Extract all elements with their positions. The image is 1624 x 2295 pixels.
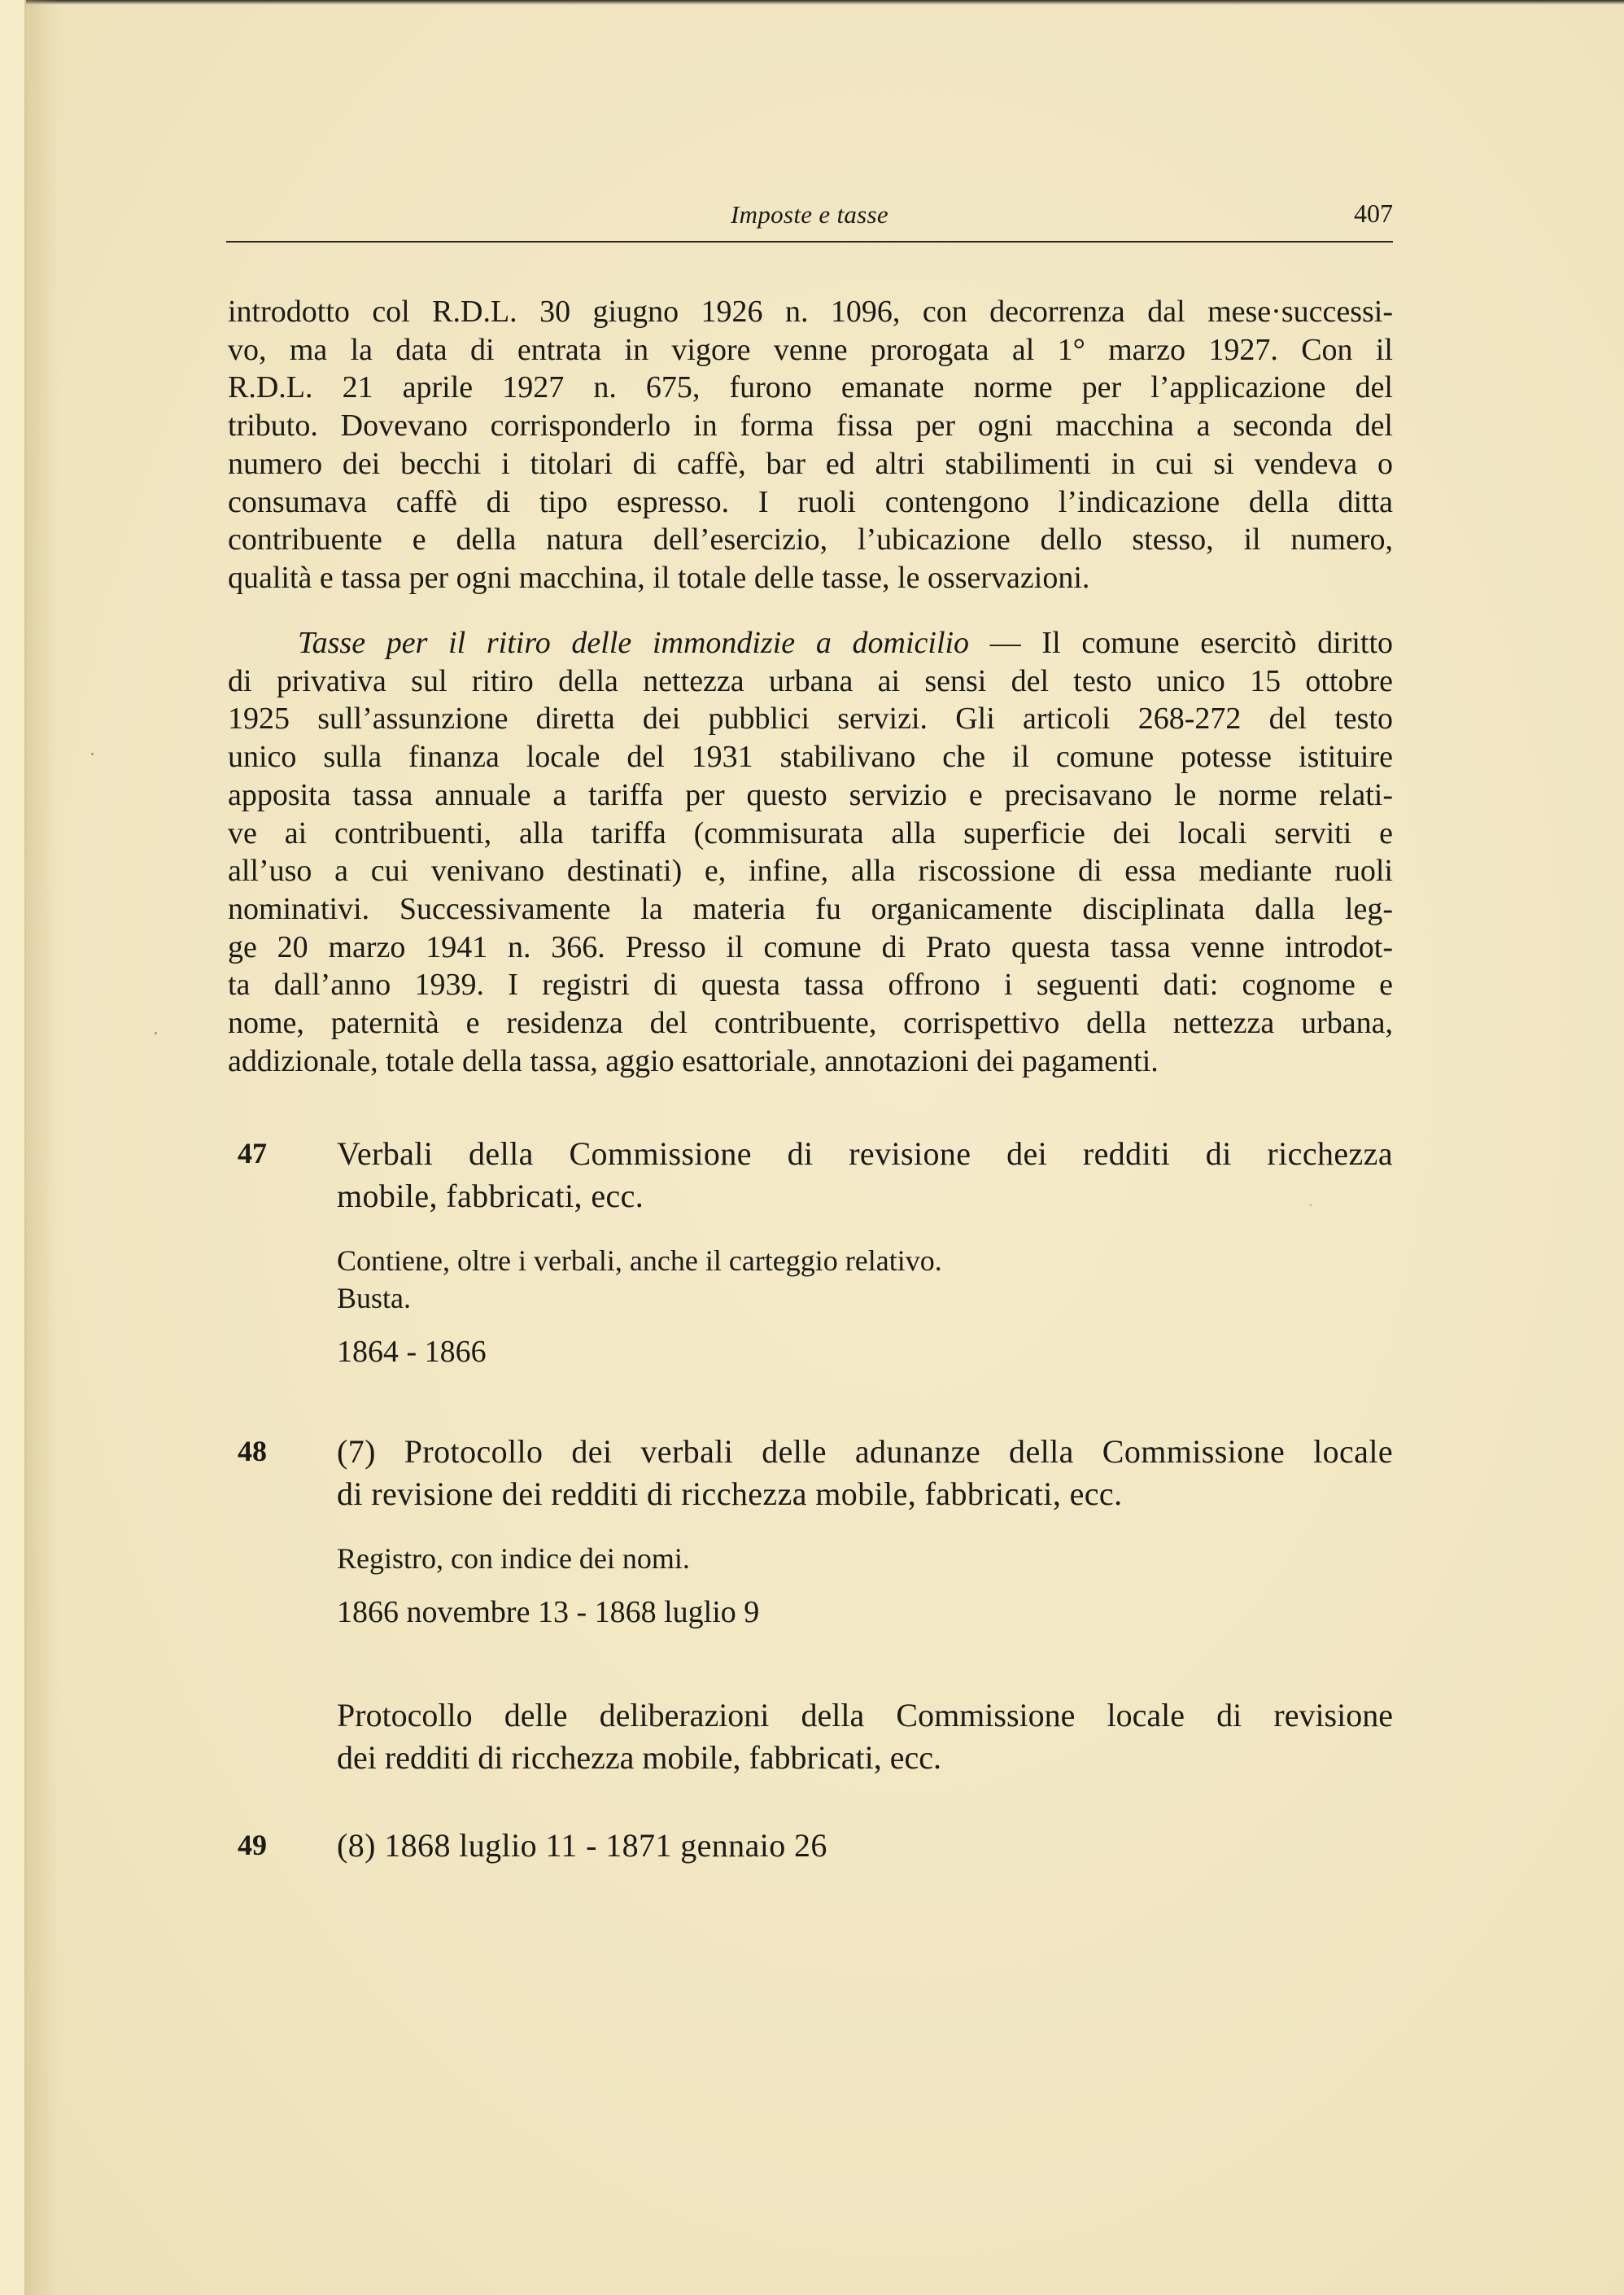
- paragraph-tasse-immondizie: [228, 624, 1393, 1080]
- page-number: 407: [1354, 199, 1393, 228]
- archive-entry-47: 47 Verbali della Commissione di revisione dei redditi di ricchezza mobile, fabbricati, ecc. Contiene, oltre i verbali, anche il carteggio relativo. Busta. 1864 - 1866: [228, 1133, 1393, 1370]
- entry-description-line: Contiene, oltre i verbali, anche il carteggio relativo.: [337, 1244, 942, 1277]
- text-line: ge 20 marzo 1941 n. 366. Presso il comune di Prato questa tassa venne introdot-: [228, 929, 1393, 964]
- paragraph-caffe-espresso: [228, 293, 1393, 597]
- entry-description: [337, 1242, 1393, 1317]
- text-line: introdotto col R.D.L. 30 giugno 1926 n. 1096, con decorrenza dal mese·successi-: [228, 295, 1393, 329]
- text-line: addizionale, totale della tassa, aggio esattoriale, annotazioni dei pagamenti.: [228, 1043, 1159, 1078]
- text-line: tributo. Dovevano corrisponderlo in forma fissa per ogni macchina a seconda del: [228, 409, 1393, 444]
- running-head: [226, 192, 1393, 243]
- series-heading-line: Protocollo delle deliberazioni della Commissione locale di revisione: [337, 1697, 1393, 1733]
- section-lead-title: Tasse per il ritiro delle immondizie a domicilio: [298, 626, 970, 660]
- text-line: unico sulla finanza locale del 1931 stabilivano che il comune potesse istituire: [228, 740, 1393, 775]
- archive-entry-48: 48 (7) Protocollo dei verbali delle adunanze della Commissione locale di revisione dei redditi di ricchezza mobile, fabbricati, ecc. Registro, con indice dei nomi. 1866 novembre 13 - 1868 luglio 9: [228, 1431, 1393, 1631]
- text-line-rest: — Il comune esercitò diritto: [969, 626, 1394, 660]
- entry-title: (8) 1868 luglio 11 - 1871 gennaio 26: [337, 1827, 827, 1864]
- text-line: qualità e tassa per ogni macchina, il totale delle tasse, le osservazioni.: [228, 560, 1090, 595]
- entry-title-line: (7) Protocollo dei verbali delle adunanze della Commissione locale: [337, 1433, 1393, 1470]
- entry-date: 1864 - 1866: [337, 1335, 487, 1369]
- scan-top-edge: [0, 0, 1624, 5]
- entry-title-line: di revisione dei redditi di ricchezza mobile, fabbricati, ecc.: [337, 1475, 1123, 1512]
- text-line: contribuente e della natura dell’esercizio, l’ubicazione dello stesso, il numero,: [228, 522, 1393, 557]
- text-line: vo, ma la data di entrata in vigore venne prorogata al 1° marzo 1927. Con il: [228, 332, 1393, 367]
- binding-strip: [0, 0, 26, 2295]
- entry-title: [337, 1431, 1393, 1515]
- archive-entry-49: 49 (8) 1868 luglio 11 - 1871 gennaio 26: [228, 1825, 1393, 1867]
- paper-speck: [91, 753, 94, 755]
- paper-speck: [155, 1032, 157, 1034]
- text-line: nome, paternità e residenza del contribuente, corrispettivo della nettezza urbana,: [228, 1006, 1393, 1041]
- text-line: di privativa sul ritiro della nettezza urbana ai sensi del testo unico 15 ottobre: [228, 663, 1393, 698]
- series-heading-line: dei redditi di ricchezza mobile, fabbricati, ecc.: [337, 1739, 941, 1776]
- entry-description: [337, 1540, 1393, 1577]
- series-heading: [337, 1694, 1393, 1779]
- text-line: ta dall’anno 1939. I registri di questa tassa offrono i seguenti dati: cognome e: [228, 968, 1393, 1003]
- entry-description-line: Busta.: [337, 1282, 412, 1314]
- text-line: consumava caffè di tipo espresso. I ruoli contengono l’indicazione della ditta: [228, 484, 1393, 519]
- entry-date: 1866 novembre 13 - 1868 luglio 9: [337, 1595, 760, 1629]
- entry-title-line: mobile, fabbricati, ecc.: [337, 1178, 644, 1214]
- text-line: numero dei becchi i titolari di caffè, bar ed altri stabilimenti in cui si vendeva o: [228, 446, 1393, 481]
- paper-speck: [1310, 1204, 1312, 1206]
- text-line: all’uso a cui venivano destinati) e, infine, alla riscossione di essa mediante ruoli: [228, 854, 1393, 889]
- entry-title: [337, 1133, 1393, 1217]
- text-line: ve ai contribuenti, alla tariffa (commisurata alla superficie dei locali serviti e: [228, 815, 1393, 850]
- entry-title-line: Verbali della Commissione di revisione dei redditi di ricchezza: [337, 1135, 1393, 1172]
- text-line: 1925 sull’assunzione diretta dei pubblici servizi. Gli articoli 268-272 del testo: [228, 702, 1393, 737]
- gutter-shadow: [26, 0, 59, 2295]
- entry-description-line: Registro, con indice dei nomi.: [337, 1542, 690, 1575]
- running-head-title: Imposte e tasse: [731, 200, 888, 229]
- text-line: apposita tassa annuale a tariffa per questo servizio e precisavano le norme relati-: [228, 777, 1393, 812]
- text-line-first: [228, 624, 1393, 662]
- text-line: R.D.L. 21 aprile 1927 n. 675, furono emanate norme per l’applicazione del: [228, 370, 1393, 405]
- text-line: nominativi. Successivamente la materia fu organicamente disciplinata dalla leg-: [228, 891, 1393, 926]
